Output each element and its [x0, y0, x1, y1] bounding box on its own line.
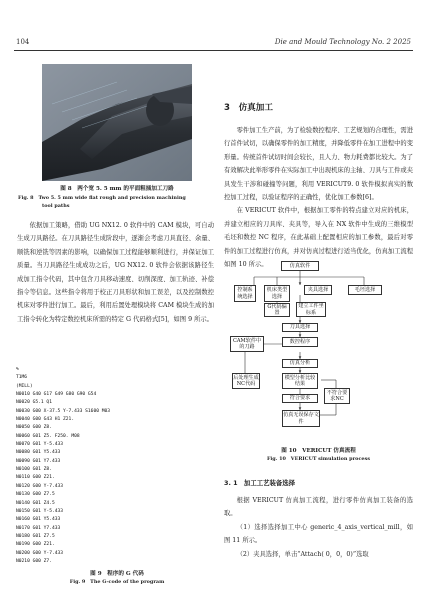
- gcode-line: N0050 G00 Z8.: [16, 425, 52, 431]
- left-body-text: [17, 219, 214, 326]
- figure-10-caption-cn: 图 10 VERICUT 仿真流程: [281, 448, 356, 454]
- gcode-line: N0170 G01 Y7.433: [16, 525, 61, 531]
- gcode-listing: [16, 366, 206, 566]
- figure-8-caption-cn: 图 8 两个宽 5. 5 mm 的平面粗插加工刀路: [60, 186, 174, 192]
- gcode-line: N0090 G01 Y7.433: [16, 458, 61, 464]
- figure-8-render: [42, 64, 192, 181]
- gcode-line: N0080 G01 Y5.433: [16, 450, 61, 456]
- flow-sim-result: 仿真无误保存文件: [282, 410, 320, 427]
- figure-10-flowchart: [224, 255, 413, 453]
- gcode-line: N0110 G00 Z21.: [16, 475, 55, 481]
- flow-blank: 毛坯选择: [348, 285, 382, 295]
- flow-sim-analysis: 仿真分析: [282, 359, 318, 368]
- gcode-line: N0130 G00 Z7.5: [16, 492, 55, 498]
- paragraph-simulation-intro: 零件加工生产前，为了检验数控程序、工艺规划的合理性，需进行首件试切，以确保零件的加工精度，并降低零件在加工进程中的变形量。传统首件试切时间会较长，且人力、物力耗费都比较大。为了有效解决此举形零件在实际加工中出现机床的主轴、刀具与工件或夹具发生干涉和碰撞等问题，利用 VERICUT9. 0 软件模拟真实的数控加工过程，以验证程序的正确性，优化加工参数[6]。: [224, 127, 413, 202]
- gcode-line: N0160 G01 Y5.433: [16, 517, 61, 523]
- list-item-fixture: （2）夹具选择，单击“Attach( 0，0，0)”选取: [236, 550, 369, 558]
- gcode-line: N0060 G01 Z5. F250. M08: [16, 433, 80, 439]
- figure-8-caption-en-2: tool paths: [42, 203, 70, 209]
- gcode-line: N0030 G00 X-37.5 Y-7.433 S1600 M03: [16, 408, 111, 414]
- gcode-line: N0120 G00 Y-7.433: [16, 483, 64, 489]
- flow-meets: 符合要求: [282, 394, 318, 403]
- figure-9-caption-en: Fig. 9 The G-code of the program: [69, 579, 165, 585]
- figure-8-caption-en-1: Fig. 8 Two 5. 5 mm wide flat rough and precision machining: [18, 195, 186, 201]
- figure-9-caption-cn: 图 9 程序的 G 代码: [90, 571, 144, 577]
- gcode-line: N0180 G01 Z7.5: [16, 533, 55, 539]
- gcode-line: N0150 G01 Y-5.433: [16, 508, 64, 514]
- figure-10-caption-en: Fig. 10 VERICUT simulation process: [266, 456, 371, 462]
- section-3-heading: 3 仿真加工: [224, 103, 273, 113]
- flow-post-processing: 后处理生成NC代码: [233, 374, 259, 387]
- gcode-line: %: [16, 367, 19, 372]
- flow-fixture: 夹具选择: [304, 285, 332, 295]
- section-3-body: [224, 124, 413, 271]
- gcode-line: N0200 G00 Y-7.433: [16, 550, 64, 556]
- flow-not-meets: 不符合要求NC: [324, 388, 350, 404]
- paragraph-tool-path: 依据加工策略，借助 UG NX12. 0 软件中的 CAM 模块，可自动生成刀具路径。在刀具路径生成阶段中，逐渐会考虑刀具直径、余量、顺铣和逆铣等因素的影响，以确保加工过程能够顺利进行，并保证加工质量。当刀具路径生成成功之后，UG NX12. 0 软件会依据该路径生成加工指令代码，其中包含刀具移动速度、切削深度、加工轨迹、补偿指令等信息。这些指令将用于校正刀具形状和加工误差，以及控制数控机床对零件进行加工。最后，利用后置处理模块将 CAM 模块生成的加工指令转化为特定数控机床所需的特定 G 代码格式[5]，如图 9 所示。: [17, 222, 214, 323]
- section-3-1-body: [224, 494, 413, 561]
- gcode-line: N0100 G01 Z8.: [16, 467, 52, 473]
- header-rule: [14, 50, 413, 51]
- gcode-line: N0140 G01 Z4.5: [16, 500, 55, 506]
- page-number: 104: [16, 38, 30, 46]
- flow-tool-library: 刀具选择: [282, 323, 318, 332]
- flow-workpiece-coord: 建立工件坐标系: [296, 302, 326, 317]
- gcode-line: N0070 G01 Y-5.433: [16, 442, 64, 448]
- gcode-line: N0040 G00 G43 H1 Z21.: [16, 417, 75, 423]
- flow-g-code-offset: G代码偏置: [264, 303, 290, 317]
- list-item-machine: （1）选择选择加工中心 generic_4_axis_vertical_mill，如图 11 所示。: [224, 523, 413, 545]
- gcode-line: N0010 G40 G17 G49 G80 G90 G54: [16, 392, 97, 398]
- flow-nc-program: 数控程序: [282, 337, 318, 347]
- gcode-line: N0020 G5.1 Q1: [16, 400, 52, 406]
- section-3-1-heading: 3. 1 加工工艺装备选择: [224, 479, 296, 487]
- flow-sim-software: 仿真软件: [281, 261, 319, 271]
- gcode-line: (MILL): [16, 383, 33, 389]
- gcode-line: N0190 G00 Z21.: [16, 542, 55, 548]
- journal-name: Die and Mould Technology No. 2 2025: [274, 38, 411, 46]
- flow-machine-model: 机床类型选择: [264, 285, 290, 302]
- flow-cam-tool-path: CAM软件中的刀路: [230, 336, 264, 352]
- paragraph-equipment-intro: 根据 VERICUT 仿真加工流程，进行零件仿真加工装备的选取。: [224, 497, 413, 518]
- paragraph-vericut-setup: 在 VERICUT 软件中，根据加工零件的特点建立对应的机床，并建立相应的刀具库、夹具等，导入在 NX 软件中生成的三维模型毛坯和数控 NC 程序，在此基础上配置相应的加工参数，最后对零件的加工过程进行仿真，并对仿真过程进行适当优化，仿真加工流程如图 10 所示。: [224, 207, 413, 269]
- flow-model-compare: 模型分析比较结果: [282, 373, 318, 389]
- gcode-line: T1M6: [16, 375, 28, 381]
- flow-control-system: 控制系统选择: [234, 285, 256, 302]
- gcode-line: N0210 G00 Z7.: [16, 558, 52, 564]
